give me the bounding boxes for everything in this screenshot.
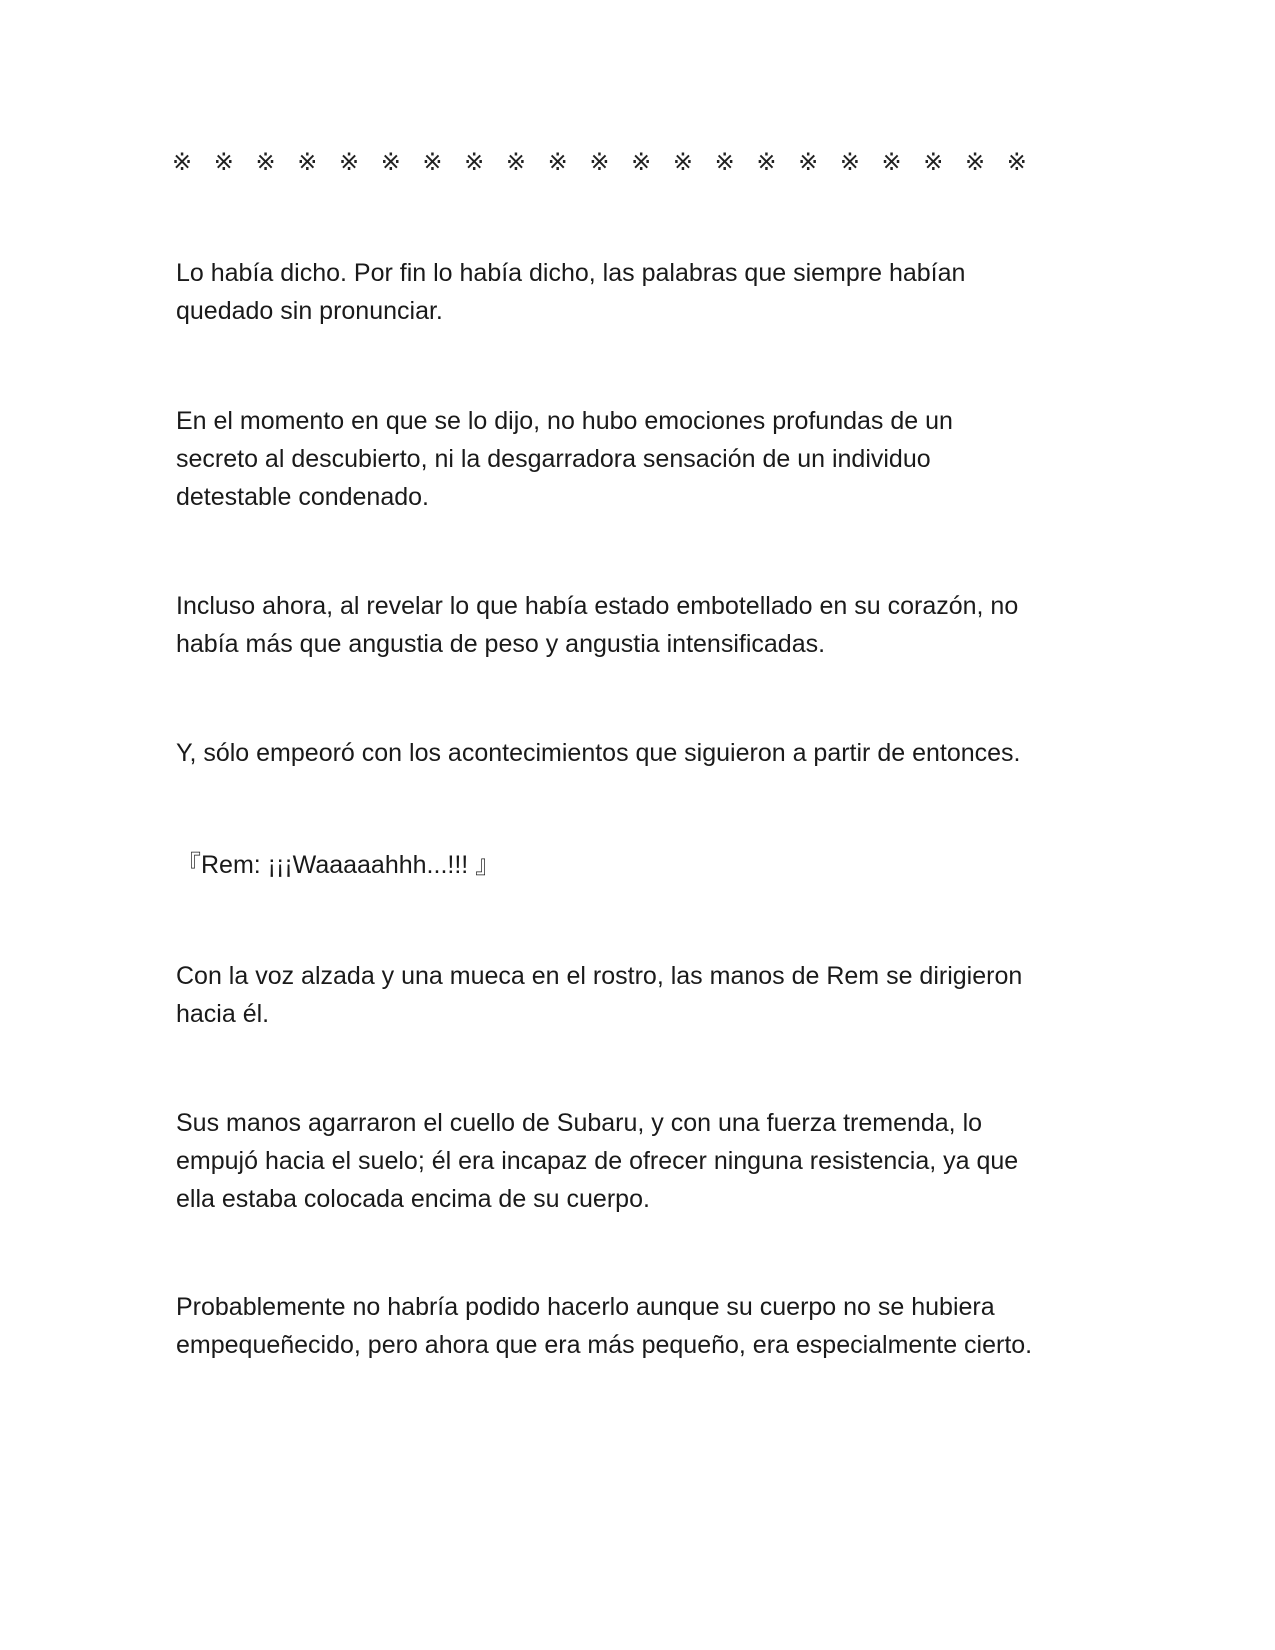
paragraph-7: Sus manos agarraron el cuello de Subaru, y con una fuerza tremenda, lo empujó hacia el suelo; él era incapaz de ofrecer ninguna resistencia, ya que ella estaba colocada encima de su cuerpo.	[176, 1109, 1019, 1213]
paragraph-3: Incluso ahora, al revelar lo que había estado embotellado en su corazón, no había más que angustia de peso y angustia intensificadas.	[176, 592, 1019, 658]
paragraph-6: Con la voz alzada y una mueca en el rostro, las manos de Rem se dirigieron hacia él.	[176, 962, 1023, 1028]
paragraph-2: En el momento en que se lo dijo, no hubo emociones profundas de un secreto al descubierto, ni la desgarradora sensación de un individuo detestable condenado.	[176, 407, 953, 511]
paragraph-4: Y, sólo empeoró con los acontecimientos que siguieron a partir de entonces.	[176, 739, 1021, 767]
section-separator: ※ ※ ※ ※ ※ ※ ※ ※ ※ ※ ※ ※ ※ ※ ※ ※ ※ ※ ※ ※ ※	[172, 148, 1034, 176]
paragraph-8: Probablemente no habría podido hacerlo aunque su cuerpo no se hubiera empequeñecido, pero ahora que era más pequeño, era especialmente cierto.	[176, 1293, 1033, 1359]
dialogue-line: 『Rem: ¡¡¡Waaaaahhh...!!! 』	[176, 851, 501, 879]
paragraph-1: Lo había dicho. Por fin lo había dicho, las palabras que siempre habían quedado sin pronunciar.	[176, 259, 966, 325]
